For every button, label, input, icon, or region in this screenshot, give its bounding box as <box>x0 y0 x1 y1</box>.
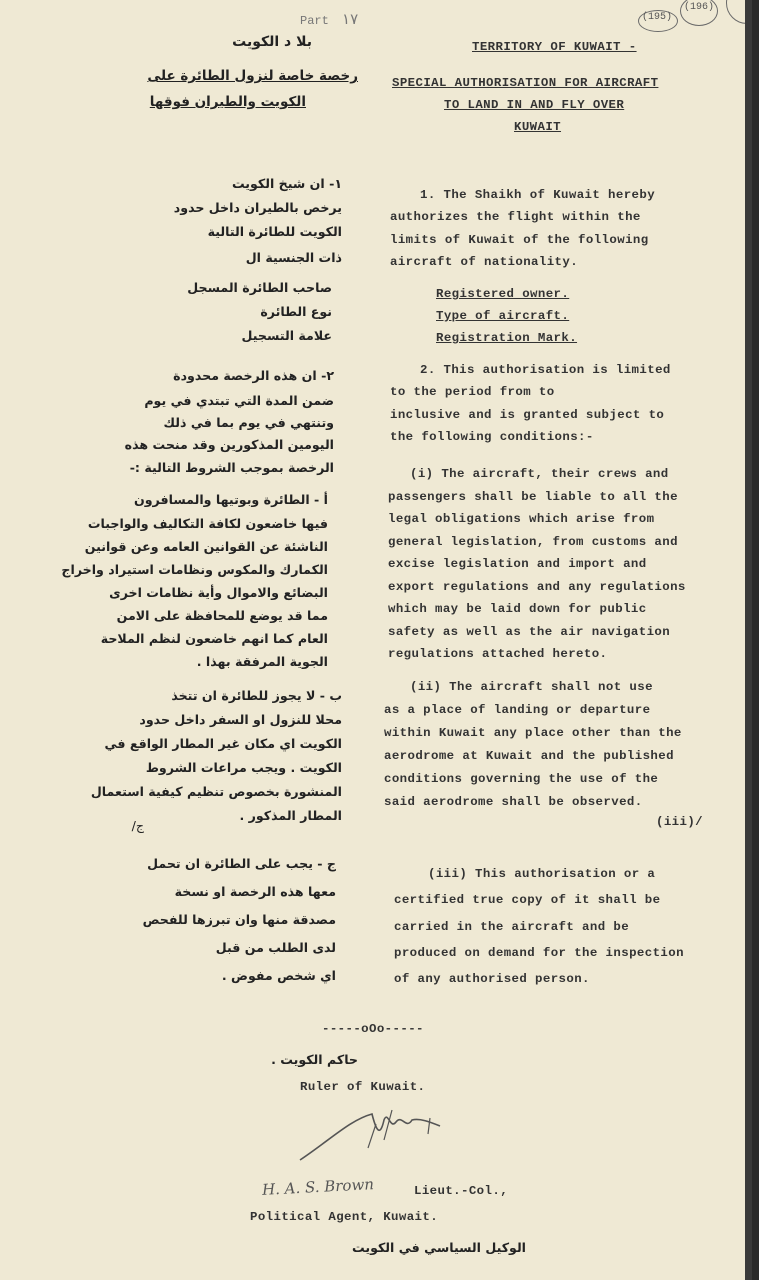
ci-line-7: which may be laid down for public <box>388 602 647 616</box>
ar-a-line-1: أ - الطائرة وبوتيها والمسافرون <box>133 492 328 507</box>
ar-b-line-6: المطار المذكور . <box>239 808 342 823</box>
ar-p2-line-1: ٢- ان هذه الرخصة محدودة <box>173 368 334 383</box>
ar-p2-line-4: اليومين المذكورين وقد منحت هذه <box>124 437 334 452</box>
title-line-3: KUWAIT <box>514 120 562 134</box>
folio-number-2: (196) <box>684 2 715 13</box>
ar-a-line-7: العام كما انهم خاضعون لنظم الملاحة <box>100 631 328 646</box>
ar-b-line-4: الكويت . ويجب مراعات الشروط <box>145 760 342 775</box>
title-line-1: SPECIAL AUTHORISATION FOR AIRCRAFT <box>392 76 659 90</box>
ar-c-line-3: مصدقة منها وان تبرزها للفحص <box>142 912 336 927</box>
ci-line-9: regulations attached hereto. <box>388 647 608 661</box>
ar-a-line-5: البضائع والاموال وأية نظامات اخرى <box>109 585 328 600</box>
ciii-line-2: certified true copy of it shall be <box>394 893 661 907</box>
ar-p2-line-5: الرخصة بموجب الشروط التالية :- <box>129 460 334 475</box>
arabic-country: بلا د الكويت <box>232 34 312 50</box>
ciii-line-5: of any authorised person. <box>394 972 590 986</box>
ar-field-owner: صاحب الطائرة المسجل <box>187 280 332 295</box>
ar-a-line-3: الناشئة عن القوانين العامه وعن قوانين <box>84 539 328 554</box>
p2-line-3: inclusive and is granted subject to <box>390 408 665 422</box>
ar-a-line-4: الكمارك والمكوس ونظامات استيراد واخراج <box>61 562 328 577</box>
ciii-line-1: (iii) This authorisation or a <box>428 867 656 881</box>
ciii-line-4: produced on demand for the inspection <box>394 946 684 960</box>
field-registration-mark: Registration Mark. <box>436 331 578 345</box>
ar-b-line-3: الكويت اي مكان غير المطار الواقع في <box>104 736 342 751</box>
ar-field-type: نوع الطائرة <box>260 304 332 319</box>
ruler-title: Ruler of Kuwait. <box>300 1080 426 1094</box>
ar-c-line-4: لدى الطلب من قبل <box>215 940 336 955</box>
ar-ruler-title: حاكم الكويت . <box>271 1052 358 1067</box>
cii-line-6: said aerodrome shall be observed. <box>384 795 643 809</box>
ar-field-mark: علامة التسجيل <box>241 328 332 343</box>
folio-number-1: (195) <box>642 12 673 23</box>
agent-signature: H. A. S. Brown <box>261 1175 375 1199</box>
ci-line-1: (i) The aircraft, their crews and <box>410 467 669 481</box>
arabic-title-2: الكويت والطيران فوقها <box>149 94 306 110</box>
p1-line-4: aircraft of nationality. <box>390 255 579 269</box>
ar-c-line-2: معها هذه الرخصة او نسخة <box>174 884 336 899</box>
ar-agent-title: الوكيل السياسي في الكويت <box>352 1240 526 1255</box>
p2-line-4: the following conditions:- <box>390 430 594 444</box>
arabic-title-1: رخصة خاصة لنزول الطائرة على <box>147 68 358 84</box>
ar-p2-line-2: ضمن المدة التي تبتدي في يوم <box>144 393 334 408</box>
field-registered-owner: Registered owner. <box>436 287 570 301</box>
part-number: ١٧ <box>342 10 359 28</box>
field-aircraft-type: Type of aircraft. <box>436 309 570 323</box>
ar-p2-line-3: وتنتهي في يوم بما في ذلك <box>163 415 334 430</box>
ar-a-line-6: مما قد يوضع للمحافظة على الامن <box>116 608 328 623</box>
ar-c-line-1: ج - يجب على الطائرة ان تحمل <box>147 856 336 871</box>
agent-title: Political Agent, Kuwait. <box>250 1210 439 1224</box>
p2-line-2: to the period from to <box>390 385 555 399</box>
cii-line-2: as a place of landing or departure <box>384 703 651 717</box>
cii-line-3: within Kuwait any place other than the <box>384 726 682 740</box>
ciii-line-3: carried in the aircraft and be <box>394 920 630 934</box>
ar-b-line-5: المنشورة بخصوص تنظيم كيفية استعمال <box>90 784 342 799</box>
territory-heading: TERRITORY OF KUWAIT - <box>472 40 637 54</box>
ar-a-line-2: فيها خاضعون لكافة التكاليف والواجبات <box>87 516 328 531</box>
ci-line-4: general legislation, from customs and <box>388 535 678 549</box>
ci-line-6: export regulations and any regulations <box>388 580 686 594</box>
ar-p1-line-2: يرخص بالطيران داخل حدود <box>173 200 342 215</box>
ci-line-5: excise legislation and import and <box>388 557 647 571</box>
ci-line-2: passengers shall be liable to all the <box>388 490 678 504</box>
cii-line-1: (ii) The aircraft shall not use <box>410 680 653 694</box>
p1-line-2: authorizes the flight within the <box>390 210 641 224</box>
ar-p1-line-1: ١- ان شيخ الكويت <box>231 176 342 191</box>
catchword-english: (iii)/ <box>656 815 704 829</box>
ci-line-3: legal obligations which arise from <box>388 512 655 526</box>
ar-a-line-8: الجوية المرفقة بهذا . <box>196 654 328 669</box>
ar-c-line-5: اي شخص مفوض . <box>221 968 336 983</box>
ar-b-line-2: محلا للنزول او السفر داخل حدود <box>139 712 342 727</box>
part-label: Part ١٧ <box>300 10 359 28</box>
p1-line-1: 1. The Shaikh of Kuwait hereby <box>420 188 656 202</box>
ar-b-line-1: ب - لا يجوز للطائرة ان تتخذ <box>171 688 342 703</box>
title-line-2: TO LAND IN AND FLY OVER <box>444 98 625 112</box>
agent-rank: Lieut.-Col., <box>414 1184 509 1198</box>
separator: -----oOo----- <box>322 1022 424 1036</box>
ruler-signature <box>280 1100 460 1170</box>
p1-line-3: limits of Kuwait of the following <box>390 233 649 247</box>
catchword-arabic: ج/ <box>131 818 144 833</box>
p2-line-1: 2. This authorisation is limited <box>420 363 671 377</box>
cii-line-4: aerodrome at Kuwait and the published <box>384 749 674 763</box>
page-edge <box>745 0 752 1280</box>
ar-p1-line-4: ذات الجنسية ال <box>245 250 342 265</box>
cii-line-5: conditions governing the use of the <box>384 772 659 786</box>
ci-line-8: safety as well as the air navigation <box>388 625 671 639</box>
ar-p1-line-3: الكويت للطائرة التالية <box>207 224 342 239</box>
